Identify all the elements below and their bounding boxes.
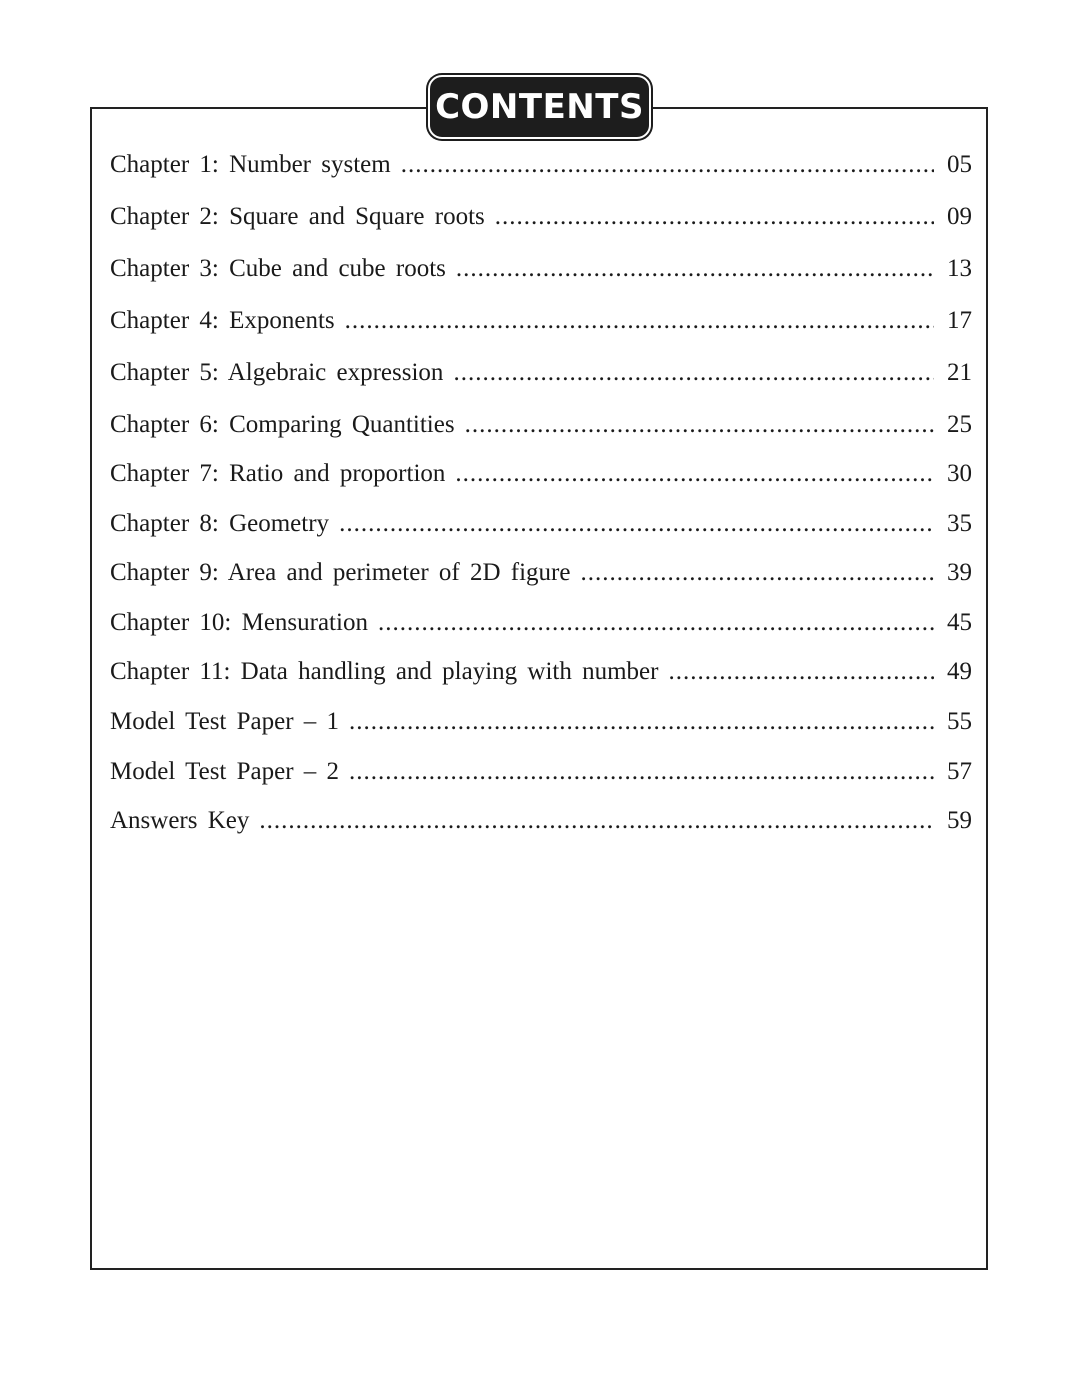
toc-entry-title: Chapter 6: Comparing Quantities	[110, 411, 455, 438]
toc-entry-title: Answers Key	[110, 807, 250, 834]
dot-leader	[345, 304, 934, 338]
dot-leader	[495, 200, 934, 234]
toc-entry-model-test-1[interactable]	[110, 705, 972, 739]
toc-page-number: 55	[947, 708, 972, 735]
dot-leader	[259, 804, 934, 838]
toc-entry-chapter-8[interactable]	[110, 507, 972, 541]
toc-page-number: 17	[947, 307, 972, 334]
dot-leader	[668, 655, 934, 689]
toc-entry-chapter-7[interactable]	[110, 457, 972, 491]
toc-entry-model-test-2[interactable]	[110, 755, 972, 789]
toc-entry-title: Chapter 4: Exponents	[110, 307, 335, 334]
toc-entry-title: Chapter 7: Ratio and proportion	[110, 460, 446, 487]
toc-page-number: 30	[947, 460, 972, 487]
dot-leader	[401, 148, 934, 182]
toc-page-number: 59	[947, 807, 972, 834]
dot-leader	[349, 755, 934, 789]
toc-entry-title: Chapter 11: Data handling and playing with number	[110, 658, 659, 685]
page-title: CONTENTS	[435, 87, 644, 127]
dot-leader	[465, 408, 934, 442]
dot-leader	[378, 606, 934, 640]
toc-entry-chapter-9[interactable]	[110, 556, 972, 590]
toc-entry-title: Chapter 10: Mensuration	[110, 609, 368, 636]
toc-entry-title: Chapter 8: Geometry	[110, 510, 330, 537]
toc-entry-answers-key[interactable]	[110, 804, 972, 838]
toc-page-number: 25	[947, 411, 972, 438]
toc-entry-chapter-1[interactable]	[110, 148, 972, 182]
toc-page-number: 09	[947, 203, 972, 230]
toc-entry-chapter-5[interactable]	[110, 356, 972, 390]
toc-entry-chapter-4[interactable]	[110, 304, 972, 338]
toc-page-number: 05	[947, 151, 972, 178]
toc-entry-title: Model Test Paper – 2	[110, 758, 340, 785]
toc-entry-title: Chapter 5: Algebraic expression	[110, 359, 444, 386]
toc-page-number: 49	[947, 658, 972, 685]
toc-entry-chapter-11[interactable]	[110, 655, 972, 689]
toc-entry-chapter-10[interactable]	[110, 606, 972, 640]
toc-page-number: 35	[947, 510, 972, 537]
toc-entry-title: Chapter 2: Square and Square roots	[110, 203, 485, 230]
dot-leader	[580, 556, 934, 590]
toc-page-number: 13	[947, 255, 972, 282]
toc-entry-chapter-6[interactable]	[110, 408, 972, 442]
dot-leader	[349, 705, 934, 739]
dot-leader	[453, 356, 934, 390]
toc-entry-chapter-2[interactable]	[110, 200, 972, 234]
toc-entry-title: Chapter 9: Area and perimeter of 2D figure	[110, 559, 571, 586]
contents-title-badge	[428, 75, 651, 139]
toc-page-number: 57	[947, 758, 972, 785]
dot-leader	[339, 507, 934, 541]
toc-page-number: 45	[947, 609, 972, 636]
toc-entry-title: Model Test Paper – 1	[110, 708, 340, 735]
dot-leader	[455, 457, 934, 491]
toc-entry-title: Chapter 3: Cube and cube roots	[110, 255, 446, 282]
toc-page-number: 39	[947, 559, 972, 586]
toc-entry-chapter-3[interactable]	[110, 252, 972, 286]
toc-page-number: 21	[947, 359, 972, 386]
dot-leader	[456, 252, 934, 286]
toc-entry-title: Chapter 1: Number system	[110, 151, 391, 178]
